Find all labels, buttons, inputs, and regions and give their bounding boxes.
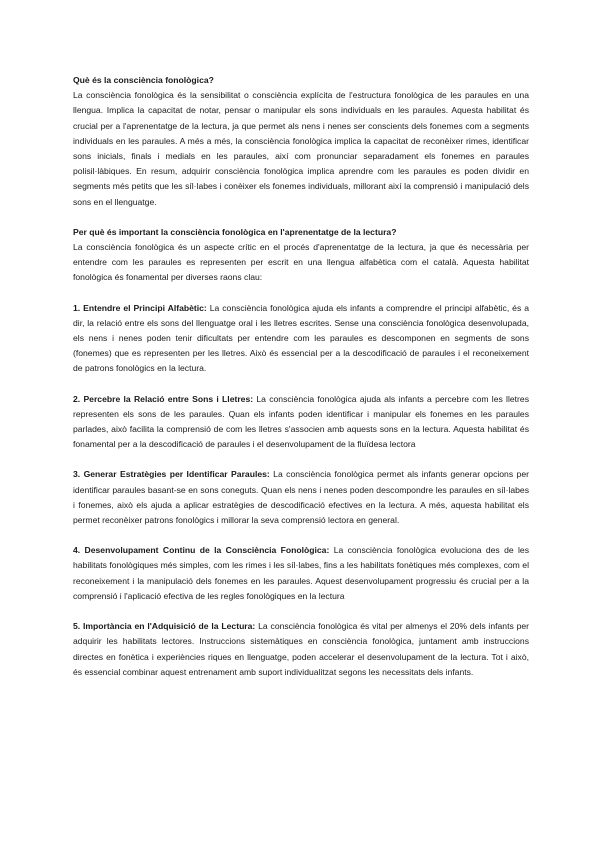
list-item-text: La consciència fonològica permet als infants generar opcions per identificar paraules basant-se en sons coneguts. Quan els nens i nenes poden descompondre les paraules en síl·labes i fonemes, això els ajuda a aplicar estratègies de descodificació efectives en la lectura. A més, aquesta habilitat els permet reconèixer patrons fonològics i millorar la seva comprensió lectora en general. <box>73 469 529 526</box>
list-item-text: La consciència fonològica evoluciona des de les habilitats fonològiques més simples, com les rimes i les síl·labes, fins a les habilitats fonètiques més complexes, com el reconeixement i la manipulació dels fonemes en les paraules. Aquest desenvolupament progressiu és crucial per a la comprensió i l'aplicació efectiva de les regles fonològiques en la lectura <box>73 545 529 601</box>
list-item-title: 2. Percebre la Relació entre Sons i Lletres: <box>73 393 254 404</box>
section-what-is <box>73 73 529 210</box>
list-item-text: La consciència fonològica és vital per almenys el 20% dels infants per adquirir les habilitats lectores. Instruccions sistemàtiques en consciència fonològica, juntament amb instruccions directes en fonètica i experiències riques en llenguatge, poden accelerar el desenvolupament de la lectura. Tot i això, és essencial combinar aquest entrenament amb suport individualitzat segons les necessitats dels infants. <box>73 621 529 677</box>
list-item-text: La consciència fonològica ajuda els infants a comprendre el principi alfabètic, és a dir, la relació entre els sons del llenguatge oral i les lletres escrites. Sense una consciència fonològica desenvolupada, els nens i nenes poden tenir dificultats per entendre com les paraules es descomponen en segments de sons (fonemes) que es representen per les lletres. Això és essencial per a la descodificació de paraules i el reconeixement de patrons fonològics en la lectura. <box>73 302 529 374</box>
section-why-important <box>73 225 529 286</box>
list-item <box>73 392 529 453</box>
list-item <box>73 467 529 528</box>
section-heading: Per què és important la consciència fonològica en l'aprenentatge de la lectura? <box>73 226 397 237</box>
section-paragraph: La consciència fonològica és la sensibilitat o consciència explícita de l'estructura fonològica de les paraules en una llengua. Implica la capacitat de notar, pensar o manipular els sons individuals en les paraules. Aquesta habilitat és crucial per a l'aprenentatge de la lectura, ja que permet als nens i nenes ser conscients dels fonemes com a segments individuals en les paraules. A més a més, la consciència fonològica implica la capacitat de reconèixer rimes, identificar sons inicials, finals i medials en les paraules, així com pronunciar separadament els fonemes en paraules polisil·làbiques. En resum, adquirir consciència fonològica implica aprendre com les paraules es poden dividir en segments més petits que les síl·labes i conèixer els fonemes individuals, millorant així la comprensió i manipulació dels sons en el llenguatge. <box>73 90 529 207</box>
list-item-title: 4. Desenvolupament Continu de la Consciència Fonològica: <box>73 545 330 556</box>
list-item-title: 1. Entendre el Principi Alfabètic: <box>73 302 207 313</box>
document-page <box>73 73 529 695</box>
list-item <box>73 543 529 604</box>
section-heading: Què és la consciència fonològica? <box>73 75 214 85</box>
list-item-text: La consciència fonològica ajuda als infants a percebre com les lletres representen els sons de les paraules. Quan els infants poden identificar i manipular els fonemes en les paraules parlades, això facilita la comprensió de com les lletres s'associen amb aquests sons en la lectura. Aquesta habilitat és fonamental per a la descodificació de paraules i el desenvolupament de la fluïdesa lectora <box>73 393 529 450</box>
list-item <box>73 301 529 377</box>
list-item-title: 5. Importància en l'Adquisició de la Lectura: <box>73 621 256 632</box>
list-item <box>73 619 529 680</box>
section-paragraph: La consciència fonològica és un aspecte crític en el procés d'aprenentatge de la lectura, ja que és necessària per entendre com les paraules es representen per escrit en una llengua alfabètica com el català. Aquesta habilitat fonològica és fonamental per diverses raons clau: <box>73 242 529 283</box>
list-item-title: 3. Generar Estratègies per Identificar Paraules: <box>73 469 270 480</box>
